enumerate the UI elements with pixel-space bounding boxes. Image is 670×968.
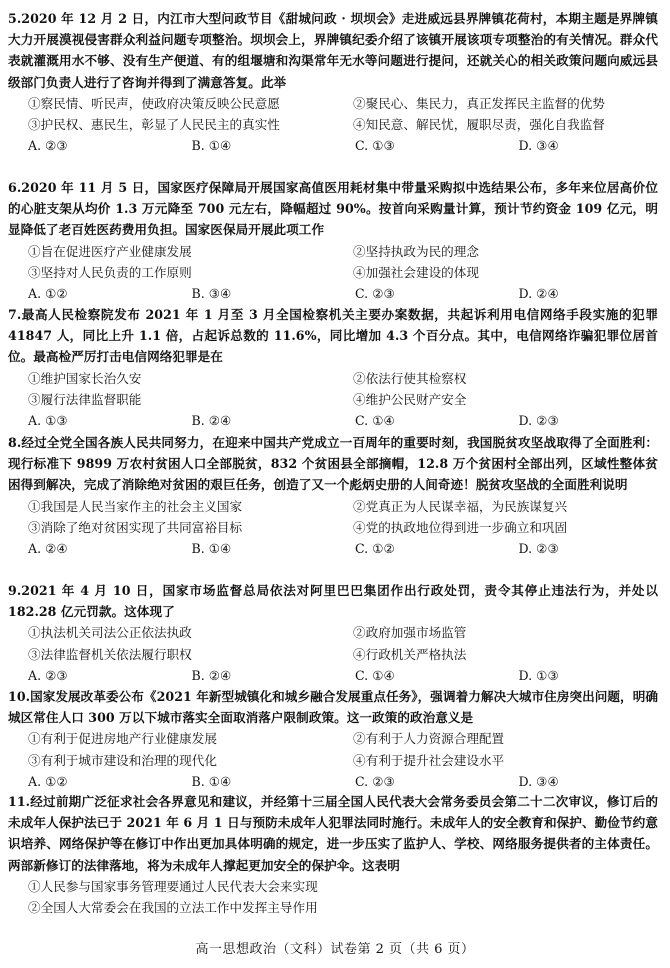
option-2: ②有利于人力资源合理配置 — [353, 731, 505, 747]
question-text: 2020 年 12 月 2 日，内江市大型问政节目《甜城问政 · 坝坝会》走进威远县界牌镇花荷村，本期主题是界牌镇大力开展漠视侵害群众利益问题专项整治。坝坝会上，界牌镇纪委介绍了该镇开展该项专项整治的有关情况。群众代表就灌溉用水不够、没有生产便道、有的组堰塘和沟渠常年无水等问题进行提问，还就关心的相关政策问题向威远县级部门负责人进行了咨询并得到了满意答复。此举 — [8, 11, 658, 90]
question-stem — [8, 686, 658, 728]
answer-choices — [8, 538, 658, 559]
answer-b: B. ①④ — [191, 773, 232, 789]
question-text: 2020 年 11 月 5 日，国家医疗保障局开展国家高值医用耗材集中带量采购拟中选结果公布，多年来位居高价位的心脏支架从均价 1.3 万元降至 700 元左右，降幅超过 90%。按首向采购量计算，预计节约资金 109 亿元，明显降低了老百姓医药费用负担。国家医保局开展此项工作 — [8, 180, 658, 238]
answer-b: B. ①④ — [191, 541, 232, 557]
answer-d: D. ②③ — [518, 541, 559, 557]
option-4: ④行政机关严格执法 — [353, 646, 467, 662]
option-list — [8, 728, 658, 770]
option-1: ①执法机关司法公正依法执政 — [28, 625, 192, 641]
option-list — [8, 496, 658, 538]
question-stem — [8, 791, 658, 876]
question-text: 经过全党全国各族人民共同努力，在迎来中国共产党成立一百周年的重要时刻，我国脱贫攻坚战取得了全面胜利：现行标准下 9899 万农村贫困人口全部脱贫，832 个贫困县全部摘帽，12.8 万个贫困村全部出列，区域性整体贫困得到解决，完成了消除绝对贫困的艰巨任务，创造了又一个彪炳史册的人间奇迹！脱贫攻坚战的全面胜利说明 — [8, 435, 658, 493]
answer-d: D. ②④ — [518, 286, 559, 302]
answer-a: A. ①② — [28, 286, 68, 302]
option-3: ③消除了绝对贫困实现了共同富裕目标 — [28, 519, 243, 535]
answer-b: B. ②④ — [191, 667, 232, 683]
question-stem — [8, 177, 658, 241]
answer-c: C. ①④ — [355, 667, 395, 683]
question-text: 2021 年 4 月 10 日，国家市场监督总局依法对阿里巴巴集团作出行政处罚，责令其停止违法行为，并处以 182.28 亿元罚款。这体现了 — [8, 583, 658, 620]
question-stem — [8, 580, 658, 622]
option-2: ②全国人大常委会在我国的立法工作中发挥主导作用 — [28, 900, 318, 916]
answer-d: D. ③④ — [518, 138, 559, 154]
option-2: ②依法行使其检察权 — [353, 370, 467, 386]
option-3: ③坚持对人民负责的工作原则 — [28, 264, 192, 280]
answer-choices — [8, 135, 658, 156]
answer-b: B. ②④ — [191, 413, 232, 429]
answer-choices — [8, 771, 658, 792]
option-1: ①我国是人民当家作主的社会主义国家 — [28, 498, 243, 514]
option-list — [8, 93, 658, 135]
option-1: ①旨在促进医疗产业健康发展 — [28, 243, 192, 259]
answer-a: A. ①③ — [28, 413, 68, 429]
answer-a: A. ①② — [28, 773, 68, 789]
question-text: 经过前期广泛征求社会各界意见和建议，并经第十三届全国人民代表大会常务委员会第二十二次审议，修订后的未成年人保护法已于 2021 年 6 月 1 日与预防未成年人犯罪法同时施行。未成年人的安全教育和保护、勤俭节约意识培养、网络保护等在修订中作出更加具体明确的规定，进一步压实了监护人、学校、网络服务提供者的主体责任。两部新修订的法律落地，将为未成年人撑起更加安全的保护伞。这表明 — [8, 794, 658, 873]
option-3: ③护民权、惠民生，彰显了人民民主的真实性 — [28, 117, 280, 133]
option-4: ④党的执政地位得到进一步确立和巩固 — [353, 519, 568, 535]
question-number: 8. — [8, 435, 22, 450]
option-4: ④维护公民财产安全 — [353, 391, 467, 407]
option-2: ②聚民心、集民力，真正发挥民主监督的优势 — [353, 95, 605, 111]
answer-c: C. ①④ — [355, 413, 395, 429]
option-2: ②党真正为人民谋幸福，为民族谋复兴 — [353, 498, 568, 514]
question-number: 6. — [8, 180, 22, 195]
question-9 — [8, 580, 658, 686]
option-4: ④加强社会建设的体现 — [353, 264, 479, 280]
option-1: ①维护国家长治久安 — [28, 370, 142, 386]
answer-d: D. ③④ — [518, 773, 559, 789]
answer-choices — [8, 410, 658, 431]
option-list — [8, 241, 658, 283]
option-3: ③履行法律监督职能 — [28, 391, 142, 407]
option-list — [8, 622, 658, 664]
question-number: 11. — [8, 794, 31, 809]
option-1: ①有利于促进房地产行业健康发展 — [28, 731, 217, 747]
answer-a: A. ②③ — [28, 667, 68, 683]
answer-b: B. ③④ — [191, 286, 232, 302]
answer-c: C. ①② — [355, 541, 395, 557]
option-2: ②政府加强市场监管 — [353, 625, 467, 641]
question-11 — [8, 791, 658, 918]
question-6 — [8, 177, 658, 304]
question-text: 最高人民检察院发布 2021 年 1 月至 3 月全国检察机关主要办案数据，共起诉利用电信网络手段实施的犯罪 41847 人，同比上升 1.1 倍，占起诉总数的 11.6%，同比增加 4.3 个百分点。其中，电信网络诈骗犯罪位居首位。最高检严厉打击电信网络犯罪是在 — [8, 307, 658, 365]
question-text: 国家发展改革委公布《2021 年新型城镇化和城乡融合发展重点任务》，强调着力解决大城市住房突出问题，明确城区常住人口 300 万以下城市落实全面取消落户限制政策。这一政策的政治意义是 — [8, 689, 658, 726]
answer-c: C. ②③ — [355, 286, 395, 302]
question-number: 10. — [8, 689, 31, 704]
question-10 — [8, 686, 658, 792]
question-stem — [8, 8, 658, 93]
answer-a: A. ②④ — [28, 541, 68, 557]
option-list — [8, 368, 658, 410]
option-list — [8, 876, 658, 918]
question-stem — [8, 304, 658, 368]
answer-d: D. ②③ — [518, 413, 559, 429]
question-number: 9. — [8, 583, 22, 598]
option-4: ④知民意、解民忧，履职尽责，强化自我监督 — [353, 117, 605, 133]
question-7 — [8, 304, 658, 431]
question-8 — [8, 432, 658, 559]
option-3: ③有利于城市建设和治理的现代化 — [28, 752, 217, 768]
option-1: ①人民参与国家事务管理要通过人民代表大会来实现 — [28, 878, 318, 894]
answer-d: D. ①③ — [518, 667, 559, 683]
option-3: ③法律监督机关依法履行职权 — [28, 646, 192, 662]
option-2: ②坚持执政为民的理念 — [353, 243, 479, 259]
question-number: 5. — [8, 11, 22, 26]
answer-c: C. ①③ — [355, 138, 395, 154]
answer-c: C. ②③ — [355, 773, 395, 789]
option-4: ④有利于提升社会建设水平 — [353, 752, 505, 768]
option-1: ①察民情、听民声，使政府决策反映公民意愿 — [28, 95, 280, 111]
answer-choices — [8, 283, 658, 304]
answer-a: A. ②③ — [28, 138, 68, 154]
answer-b: B. ①④ — [191, 138, 232, 154]
question-number: 7. — [8, 307, 22, 322]
answer-choices — [8, 665, 658, 686]
question-5 — [8, 8, 658, 156]
question-stem — [8, 432, 658, 496]
page-footer: 高一思想政治（文科）试卷第 2 页（共 6 页） — [195, 942, 475, 957]
